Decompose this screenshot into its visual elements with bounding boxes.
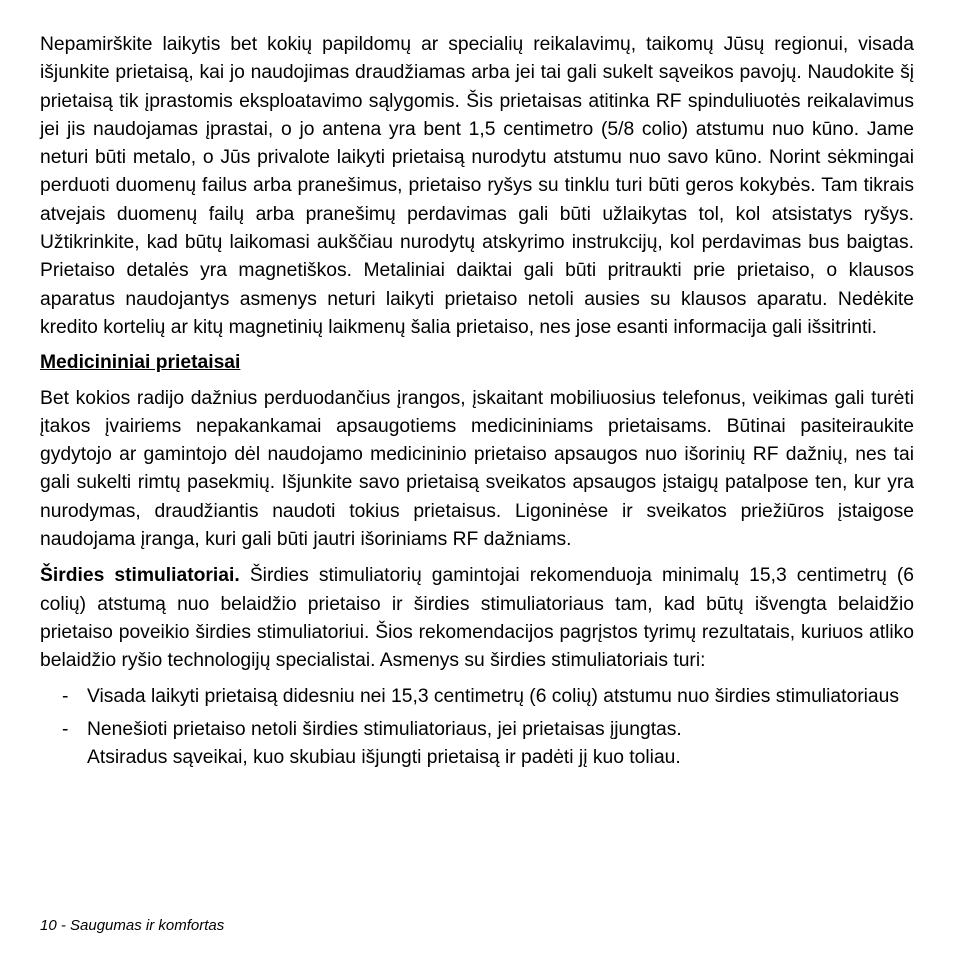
document-body — [40, 31, 914, 777]
list-item-text-continued: Atsiradus sąveikai, kuo skubiau išjungti prietaisą ir padėti jį kuo toliau. — [87, 747, 681, 769]
list-item-text: Visada laikyti prietaisą didesniu nei 15,3 centimetrų (6 colių) atstumu nuo širdies stimuliatoriaus — [87, 685, 899, 707]
bullet-dash: - — [62, 685, 69, 707]
pacemakers-text: Širdies stimuliatorių gamintojai rekomenduoja minimalų 15,3 centimetrų (6 colių) atstumą nuo belaidžio prietaiso ir širdies stimuliatoriaus tam, kad būtų išvengta belaidžio prietaiso poveikio širdies stimuliatoriui. Šios rekomendacijos pagrįstos tyrimų rezultatais, kuriuos atliko belaidžio ryšio technologijų specialistai. Asmenys su širdies stimuliatoriais turi: — [40, 565, 915, 672]
medical-devices-paragraph: Bet kokios radijo dažnius perduodančius įrangos, įskaitant mobiliuosius telefonus, veikimas gali turėti įtakos įvairiems nepakankamai apsaugotiems medicininiams prietaisams. Būtinai pasiteiraukite gydytojo ar gamintojo dėl naudojamo medicininio prietaiso apsaugos nuo išorinių RF dažnių, nes tai gali sukelti rimtų pasekmių. Išjunkite savo prietaisą sveikatos apsaugos įstaigų patalpose ten, kur yra nurodymas, draudžiantis naudoti tokius prietaisus. Ligoninėse ir sveikatos priežiūros įstaigose naudojama įranga, kuri gali būti jautri išoriniams RF dažniams. — [40, 387, 914, 551]
intro-paragraph: Nepamirškite laikytis bet kokių papildomų ar specialių reikalavimų, taikomų Jūsų regionui, visada išjunkite prietaisą, kai jo naudojimas draudžiamas arba jei tai gali sukelt sąveikos pavojų. Naudokite šį prietaisą tik įprastomis eksploatavimo sąlygomis. Šis prietaisas atitinka RF spinduliuotės reikalavimus jei jis naudojamas įprastai, o jo antena yra bent 1,5 centimetro (5/8 colio) atstumu nuo kūno. Jame neturi būti metalo, o Jūs privalote laikyti prietaisą nurodytu atstumu nuo savo kūno. Norint sėkmingai perduoti duomenų failus arba pranešimus, prietaiso ryšys su tinklu turi būti geros kokybės. Tam tikrais atvejais duomenų failų arba pranešimų perdavimas gali būti užlaikytas tol, kol atsistatys ryšys. Užtikrinkite, kad būtų laikomasi aukščiau nurodytų atskyrimo instrukcijų, kol perdavimas bus baigtas. Prietaiso detalės yra magnetiškos. Metaliniai daiktai gali būti pritraukti prie prietaiso, o klausos aparatus naudojantys asmenys neturi laikyti prietaiso netoli ausies su klausos aparatu. Nedėkite kredito kortelių ar kitų magnetinių laikmenų šalia prietaiso, nes jose esanti informacija gali išsitrinti. — [40, 34, 914, 338]
section-heading-medical-devices: Medicininiai prietaisai — [40, 352, 241, 374]
list-item — [40, 683, 914, 711]
list-item-text: Nenešioti prietaiso netoli širdies stimuliatoriaus, jei prietaisas įjungtas. — [87, 718, 682, 740]
list-item — [40, 716, 914, 773]
pacemakers-lead: Širdies stimuliatoriai. — [40, 565, 240, 587]
pacemaker-instructions-list — [40, 683, 914, 773]
bullet-dash: - — [62, 718, 69, 740]
pacemakers-paragraph — [40, 562, 914, 675]
page-footer: 10 - Saugumas ir komfortas — [40, 917, 225, 934]
